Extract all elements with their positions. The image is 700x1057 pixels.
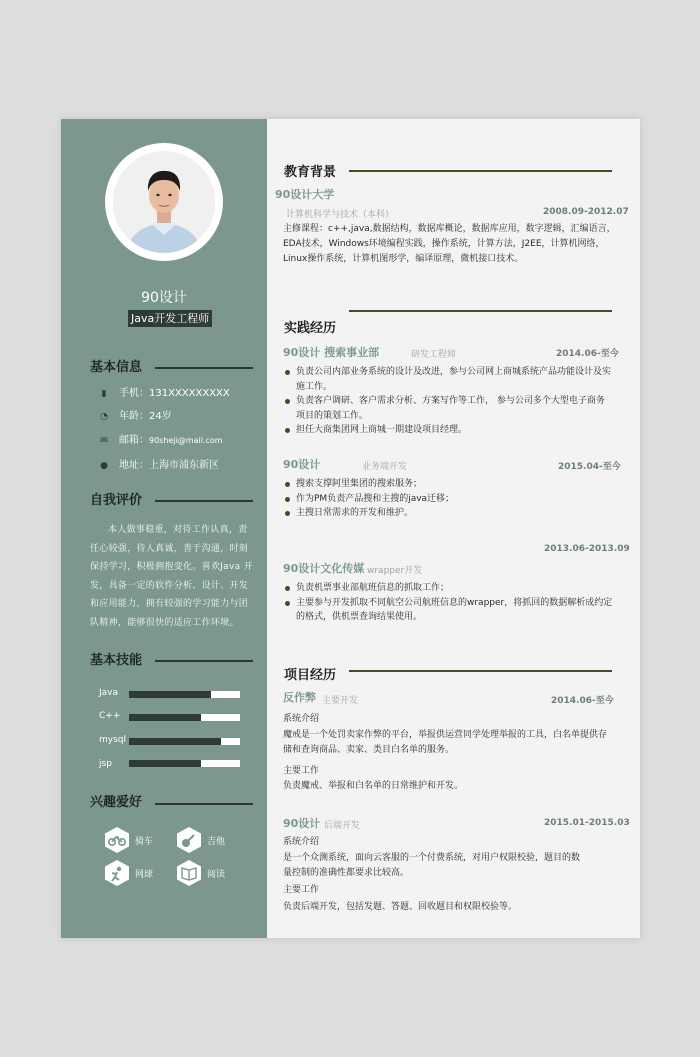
clock-icon: ◔ — [100, 412, 108, 422]
self-eval-text: 本人做事稳重，对待工作认真，责任心较强，待人真诚，善于沟通，时刻保持学习，积极拥抱变化。喜欢Java 开发，具备一定的软件分析、设计、开发和应用能力，拥有较强的学习能力与团队精神，能够很快的适应工作环境。 — [90, 525, 253, 628]
job-bullets — [283, 581, 613, 625]
list-item: 担任大商集团网上商城一期建设项目经理。 — [283, 423, 613, 438]
project-name: 90设计 — [283, 817, 321, 830]
skill-bar-fill — [129, 714, 201, 721]
info-value: 24岁 — [149, 411, 172, 422]
skills-title: 基本技能 — [90, 653, 143, 668]
self-eval-title: 自我评价 — [90, 493, 143, 508]
skill-bar — [129, 691, 240, 698]
person-portrait-icon — [113, 151, 215, 253]
basketball-icon — [103, 859, 131, 887]
info-value: 131XXXXXXXXX — [149, 388, 230, 399]
divider — [155, 367, 253, 369]
job-date: 2014.06-至今 — [556, 349, 619, 359]
avatar-photo — [113, 151, 215, 253]
job-org: 90设计 搜索事业部 — [283, 346, 380, 359]
hobby-label: 网球 — [135, 870, 154, 880]
info-label: 邮箱： — [119, 435, 149, 446]
hobby-label: 吉他 — [207, 837, 226, 847]
sidebar — [61, 119, 267, 938]
info-email — [99, 434, 223, 448]
skill-bar-fill — [129, 691, 211, 698]
project-role: 后端开发 — [324, 821, 361, 831]
job-org: 90设计文化传媒 — [283, 562, 365, 575]
mail-icon: ✉ — [100, 436, 108, 446]
info-value: 上海市浦东新区 — [149, 460, 219, 471]
job-bullets — [283, 365, 613, 438]
divider — [155, 500, 253, 502]
skill-bar — [129, 760, 240, 767]
info-value: 90sheji@mail.com — [149, 436, 223, 445]
list-item: 负责公司内部业务系统的设计及改进，参与公司网上商城系统产品功能设计及实施工作。 — [283, 365, 613, 394]
info-label: 地址： — [119, 460, 149, 471]
job-role: 研发工程师 — [411, 350, 457, 360]
projects-title: 项目经历 — [284, 668, 337, 683]
divider — [349, 170, 612, 172]
skill-bar-fill — [129, 738, 221, 745]
list-item: 作为PM负责产品搜和主搜的java迁移； — [283, 492, 613, 507]
divider — [349, 310, 612, 312]
skill-name: C++ — [99, 711, 121, 721]
job-title: Java开发工程师 — [128, 310, 212, 327]
project-role: 主要开发 — [322, 696, 359, 706]
info-address — [99, 459, 219, 473]
resume-sheet — [61, 119, 640, 938]
list-item: 负责机票事业部航班信息的抓取工作； — [283, 581, 613, 596]
hobby-label: 阅读 — [207, 870, 226, 880]
practice-title: 实践经历 — [284, 321, 337, 336]
project-work: 负责后端开发，包括发题、答题、回收题目和权限校验等。 — [283, 902, 518, 912]
skill-name: jsp — [99, 759, 112, 769]
project-work-label: 主要工作 — [283, 766, 320, 776]
main-content — [267, 119, 640, 938]
project-work-label: 主要工作 — [283, 885, 320, 895]
courses-text: 主修课程：c++,java,数据结构，数据库概论，数据库应用，数字逻辑，汇编语言，EDA技术，Windows环境编程实践，操作系统，计算方法，J2EE，计算机网络，Linux操作系统，计算机图形学，编译原理，微机接口技术。 — [283, 224, 616, 264]
info-label: 年龄： — [119, 411, 149, 422]
project-intro: 是一个众测系统，面向云客服的一个付费系统，对用户权限校验，题目的数量控制的准确性都要求比较高。 — [283, 853, 581, 878]
job-date: 2013.06-2013.09 — [544, 544, 630, 554]
job-date: 2015.04-至今 — [558, 462, 621, 472]
major: 计算机科学与技术（本科） — [286, 210, 395, 220]
education-date: 2008.09-2012.07 — [543, 207, 629, 217]
project-name: 反作弊 — [283, 691, 316, 704]
skill-bar — [129, 738, 240, 745]
skill-bar-fill — [129, 760, 201, 767]
guitar-icon — [175, 826, 203, 854]
person-name: 90设计 — [141, 290, 187, 306]
list-item: 搜索支撑阿里集团的搜索服务； — [283, 477, 613, 492]
skill-name: Java — [99, 688, 119, 698]
project-intro-label: 系统介绍 — [283, 714, 320, 724]
divider — [155, 660, 253, 662]
list-item: 主搜日常需求的开发和维护。 — [283, 506, 613, 521]
hobby-label: 骑车 — [135, 837, 154, 847]
book-icon — [175, 859, 203, 887]
project-intro: 魔戒是一个处罚卖家作弊的平台，举报供运营同学处理举报的工具，白名单提供存储和查询商品、卖家、类目白名单的服务。 — [283, 730, 608, 755]
info-age — [99, 410, 172, 424]
info-phone — [99, 387, 230, 401]
school-name: 90设计大学 — [275, 188, 335, 201]
project-intro-label: 系统介绍 — [283, 837, 320, 847]
list-item: 主要参与开发抓取不同航空公司航班信息的wrapper，将抓回的数据解析成约定的格式，供机票查询结果使用。 — [283, 596, 613, 625]
job-role: wrapper开发 — [367, 566, 423, 576]
project-date: 2015.01-2015.03 — [544, 818, 630, 828]
hobbies-title: 兴趣爱好 — [90, 795, 143, 810]
list-item: 负责客户调研、客户需求分析、方案写作等工作， 参与公司多个大型电子商务项目的策划工作。 — [283, 394, 613, 423]
skill-bar — [129, 714, 240, 721]
job-role: 业务端开发 — [362, 462, 408, 472]
job-org: 90设计 — [283, 458, 321, 471]
location-icon: ● — [100, 461, 108, 471]
info-label: 手机： — [119, 388, 149, 399]
divider — [155, 803, 253, 805]
bicycle-icon — [103, 826, 131, 854]
education-title: 教育背景 — [284, 165, 337, 180]
basic-info-title: 基本信息 — [90, 360, 143, 375]
project-date: 2014.06-至今 — [551, 696, 614, 706]
divider — [349, 670, 612, 672]
avatar — [105, 143, 223, 261]
project-work: 负责魔戒、举报和白名单的日常维护和开发。 — [283, 781, 464, 791]
skill-name: mysql — [99, 735, 126, 745]
phone-icon: ▮ — [101, 389, 107, 399]
job-bullets — [283, 477, 613, 521]
